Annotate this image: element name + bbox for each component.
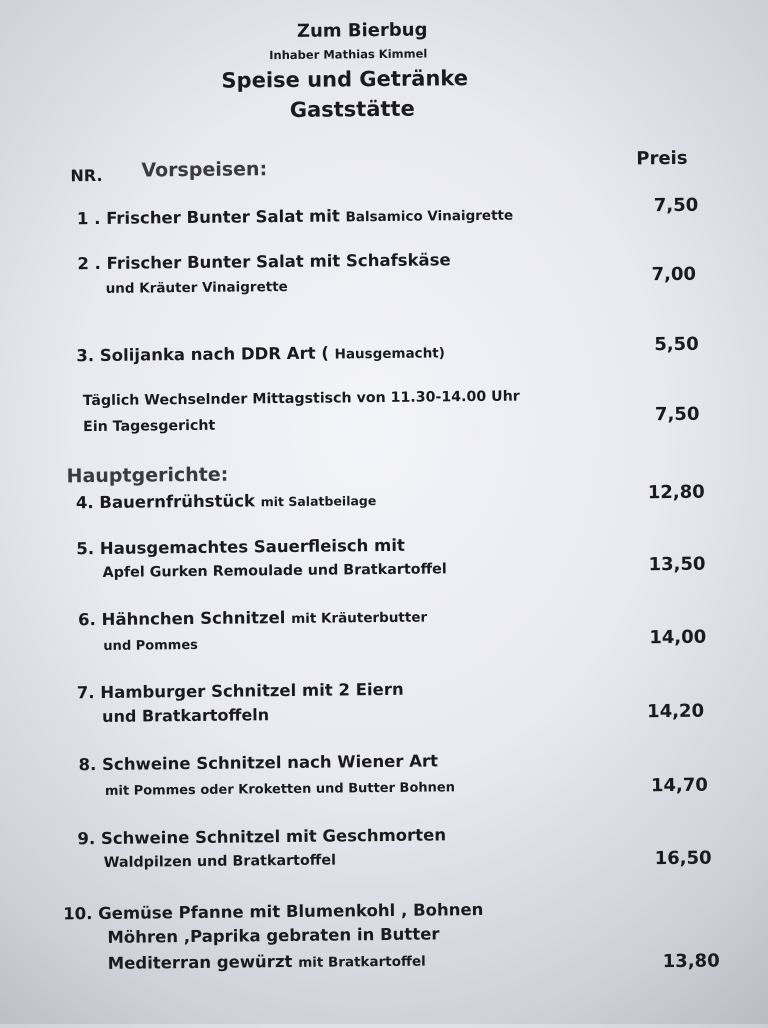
item-price: 14,20 [646,700,705,723]
item-price: 5,50 [654,333,699,356]
item-price: 7,50 [654,403,700,426]
item-name: 3. Solijanka nach DDR Art ( [76,343,329,366]
nr-column-header: NR. [70,165,103,186]
item-price: 14,00 [649,626,707,649]
item-price: 7,50 [653,194,699,217]
item-price: 16,50 [654,847,712,870]
menu-item: 5. Hausgemachtes Sauerfleisch mit [76,535,405,559]
item-description: und Bratkartoffeln [102,705,270,726]
mains-heading: Hauptgerichte: [66,463,229,488]
item-extra: mit Salatbeilage [260,493,377,510]
item-extra: Balsamico Vinaigrette [345,207,514,226]
menu-item: 8. Schweine Schnitzel nach Wiener Art [78,751,439,775]
menu-item: Täglich Wechselnder Mittagstisch von 11.30-14.00 Uhr [82,388,520,410]
menu-item: 7. Hamburger Schnitzel mit 2 Eiern [76,679,404,703]
item-price: 14,70 [650,774,708,797]
item-price: 12,80 [647,481,705,504]
restaurant-name: Zum Bierbug [296,19,428,42]
item-description-main: Mediterran gewürzt [107,951,293,973]
item-description: Apfel Gurken Remoulade und Bratkartoffel [102,561,447,581]
item-name: 2 . Frischer Bunter Salat mit Schafskäse [77,250,451,274]
menu-subtitle: Speise und Getränke [221,66,469,93]
item-description: mit Pommes oder Kroketten und Butter Bohnen [104,780,456,799]
item-price: 13,80 [662,950,720,973]
owner-line: Inhaber Mathias Kimmel [269,46,428,63]
item-description: Ein Tagesgericht [83,417,216,436]
item-price: 13,50 [648,553,706,576]
item-description [108,951,426,973]
menu-item: 9. Schweine Schnitzel mit Geschmorten [77,825,447,849]
item-extra: mit Bratkartoffel [298,953,426,971]
starters-heading: Vorspeisen: [141,158,268,182]
item-name: 6. Hähnchen Schnitzel [78,608,286,630]
item-description: und Kräuter Vinaigrette [105,278,288,297]
price-column-header: Preis [636,147,688,170]
item-description: Waldpilzen und Bratkartoffel [103,852,337,871]
menu-item [76,342,445,365]
item-name: 4. Bauernfrühstück [75,491,256,513]
menu-item [76,490,377,512]
item-description: und Pommes [103,637,198,654]
menu-item [77,205,513,229]
item-description: Möhren ,Paprika gebraten in Butter [107,924,440,947]
item-extra: mit Kräuterbutter [291,609,428,627]
item-name: 1 . Frischer Bunter Salat mit [76,206,340,229]
item-price: 7,00 [651,263,697,286]
item-extra: Hausgemacht) [334,345,445,363]
menu-subtitle-2: Gaststätte [289,96,415,122]
menu-item: 10. Gemüse Pfanne mit Blumenkohl , Bohnen [63,899,484,924]
menu-item [77,250,450,273]
menu-item [78,607,427,630]
